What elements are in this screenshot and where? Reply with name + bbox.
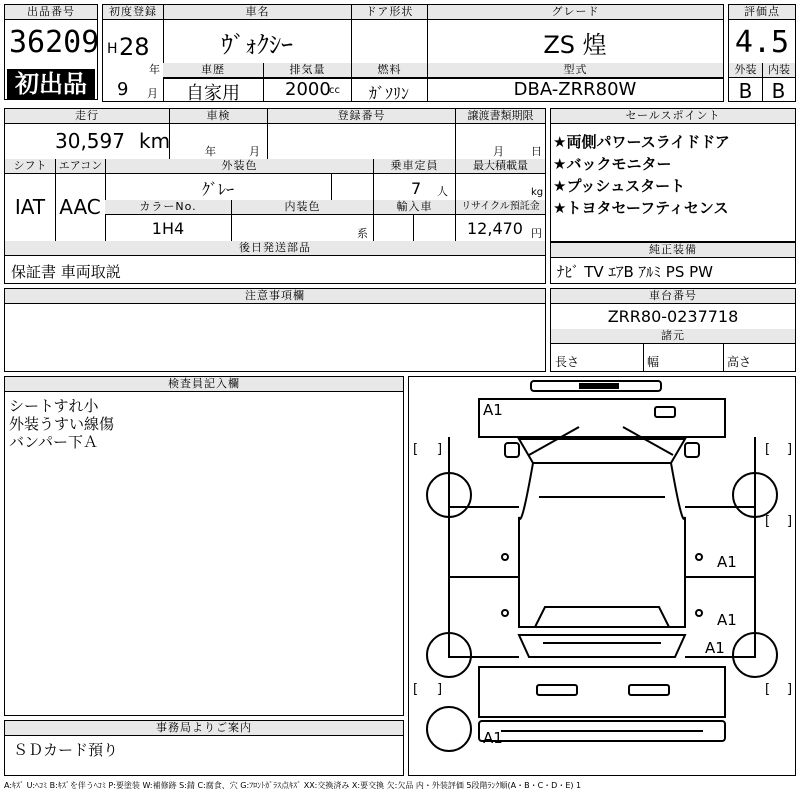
later-parts-value: 保証書 車両取説 bbox=[11, 263, 121, 281]
equipment-value: ﾅﾋﾞ TV ｴｱB ｱﾙﾐ PS PW bbox=[557, 263, 713, 281]
diagram-bracket: ] bbox=[787, 682, 793, 697]
diagram-bracket: [ bbox=[765, 442, 771, 457]
recycle-value: 12,470 bbox=[467, 219, 523, 238]
diagram-bracket: ] bbox=[787, 442, 793, 457]
sales-point-item: ★トヨタセーフティセンス bbox=[553, 199, 729, 217]
inspector-box bbox=[4, 376, 404, 716]
displacement-label: 排気量 bbox=[263, 63, 351, 78]
displacement-value: 2000 bbox=[285, 79, 331, 100]
int-score-value: B bbox=[771, 79, 786, 103]
later-parts-label: 後日発送部品 bbox=[5, 241, 545, 256]
aircon-value: AAC bbox=[59, 195, 101, 219]
first-reg-year-unit: 年 bbox=[149, 63, 160, 76]
model-value: DBA-ZRR80W bbox=[513, 79, 637, 100]
color-no-value: 1H4 bbox=[151, 219, 185, 238]
shift-label: シフト bbox=[5, 159, 55, 174]
fuel-label: 燃料 bbox=[351, 63, 427, 78]
score-label: 評価点 bbox=[729, 5, 795, 20]
damage-mark: A1 bbox=[717, 553, 737, 571]
capacity-label: 乗車定員 bbox=[373, 159, 455, 174]
ext-color-label: 外装色 bbox=[105, 159, 373, 174]
diagram-bracket: [ bbox=[765, 514, 771, 529]
chassis-label: 車台番号 bbox=[551, 289, 795, 304]
diagram-bracket: ] bbox=[787, 514, 793, 529]
history-label: 車歴 bbox=[163, 63, 263, 78]
car-diagram bbox=[408, 376, 796, 776]
equipment-box bbox=[550, 242, 796, 284]
score-value: 4.5 bbox=[734, 25, 790, 60]
int-score-label: 内装 bbox=[762, 63, 795, 78]
car-diagram-svg bbox=[409, 377, 795, 775]
lot-number: 36209 bbox=[9, 25, 100, 60]
inspection-label: 車検 bbox=[169, 109, 267, 124]
sales-point-item: ★バックモニター bbox=[553, 155, 672, 173]
inspection-year-unit: 年 bbox=[205, 145, 216, 158]
length-label: 長さ bbox=[555, 355, 580, 369]
recycle-unit: 円 bbox=[531, 227, 542, 240]
lot-box bbox=[4, 4, 98, 100]
sales-point-item: ★プッシュスタート bbox=[553, 177, 686, 195]
mileage-value: 30,597 bbox=[55, 129, 125, 153]
notes-label: 注意事項欄 bbox=[5, 289, 545, 304]
history-value: 自家用 bbox=[186, 83, 240, 104]
mileage-unit: km bbox=[139, 129, 171, 153]
max-load-label: 最大積載量 bbox=[455, 159, 545, 174]
first-listing-badge: 初出品 bbox=[7, 69, 95, 99]
equipment-label: 純正装備 bbox=[551, 243, 795, 258]
aircon-label: エアコン bbox=[55, 159, 105, 174]
damage-mark: A1 bbox=[483, 729, 503, 747]
inspector-label: 検査員記入欄 bbox=[5, 377, 403, 392]
legend: A:ｷｽﾞ U:ﾍｺﾐ B:ｷｽﾞを伴うﾍｺﾐ P:要塗装 W:補修跡 S:錆 C:腐食、穴 G:ﾌﾛﾝﾄｶﾞﾗｽ点ｷｽﾞ XX:交換済み X:要交換 欠:欠品 内・外装評価 5段階ﾗﾝｸ順(A・B・C・D・E) 1 bbox=[4, 781, 582, 790]
first-reg-month: 9 bbox=[117, 79, 129, 100]
first-reg-month-unit: 月 bbox=[147, 87, 158, 100]
transfer-day-unit: 日 bbox=[531, 145, 542, 158]
max-load-unit: kg bbox=[531, 187, 544, 198]
width-label: 幅 bbox=[647, 355, 660, 369]
int-color-label: 内装色 bbox=[231, 200, 373, 215]
car-name-value: ｳﾞｫｸｼｰ bbox=[221, 31, 293, 59]
damage-mark: A1 bbox=[717, 611, 737, 629]
ext-score-value: B bbox=[738, 79, 753, 103]
inspection-month-unit: 月 bbox=[249, 145, 260, 158]
sales-points-box bbox=[550, 108, 796, 242]
dims-label: 諸元 bbox=[551, 329, 795, 344]
chassis-value: ZRR80-0237718 bbox=[607, 307, 739, 326]
mileage-label: 走行 bbox=[5, 109, 169, 124]
recycle-label: リサイクル預託金 bbox=[455, 200, 545, 215]
vehicle-info-box bbox=[102, 4, 724, 102]
fuel-value: ｶﾞｿﾘﾝ bbox=[368, 84, 409, 103]
door-label: ドア形状 bbox=[351, 5, 427, 20]
office-box bbox=[4, 720, 404, 776]
lot-label: 出品番号 bbox=[5, 5, 97, 20]
sales-point-item: ★両側パワースライドドア bbox=[553, 133, 730, 151]
inspector-line: シートすれ小 bbox=[9, 397, 99, 415]
diagram-bracket: [ bbox=[765, 682, 771, 697]
first-reg-label: 初度登録 bbox=[103, 5, 163, 20]
office-value: ＳＤカード預り bbox=[13, 741, 119, 759]
inspector-line: バンパー下Ａ bbox=[9, 433, 98, 451]
notes-box bbox=[4, 288, 546, 372]
import-label: 輸入車 bbox=[373, 200, 455, 215]
first-reg-era: H bbox=[107, 41, 118, 57]
shift-value: IAT bbox=[14, 195, 46, 219]
grade-label: グレード bbox=[427, 5, 723, 20]
diagram-bracket: ] bbox=[437, 442, 443, 457]
capacity-unit: 人 bbox=[437, 185, 448, 198]
reg-number-label: 登録番号 bbox=[267, 109, 455, 124]
color-no-label: カラーNo. bbox=[105, 200, 231, 215]
diagram-bracket: [ bbox=[413, 682, 419, 697]
damage-mark: A1 bbox=[705, 639, 725, 657]
damage-mark: A1 bbox=[483, 401, 503, 419]
model-label: 型式 bbox=[427, 63, 723, 78]
int-color-unit: 系 bbox=[357, 227, 368, 240]
office-label: 事務局よりご案内 bbox=[5, 721, 403, 736]
first-reg-year: 28 bbox=[119, 33, 150, 61]
score-box bbox=[728, 4, 796, 102]
diagram-bracket: ] bbox=[437, 682, 443, 697]
detail-box bbox=[4, 108, 546, 284]
chassis-box bbox=[550, 288, 796, 372]
capacity-value: 7 bbox=[411, 179, 422, 198]
grade-value: ZS 煌 bbox=[543, 31, 607, 59]
car-name-label: 車名 bbox=[163, 5, 351, 20]
height-label: 高さ bbox=[727, 355, 752, 369]
transfer-month-unit: 月 bbox=[493, 145, 504, 158]
ext-score-label: 外装 bbox=[729, 63, 762, 78]
ext-color-value: ｸﾞﾚｰ bbox=[201, 180, 234, 199]
inspector-line: 外装うすい線傷 bbox=[9, 415, 115, 433]
displacement-unit: cc bbox=[329, 85, 340, 96]
sales-points-label: セールスポイント bbox=[551, 109, 795, 124]
transfer-label: 譲渡書類期限 bbox=[455, 109, 545, 124]
diagram-bracket: [ bbox=[413, 442, 419, 457]
